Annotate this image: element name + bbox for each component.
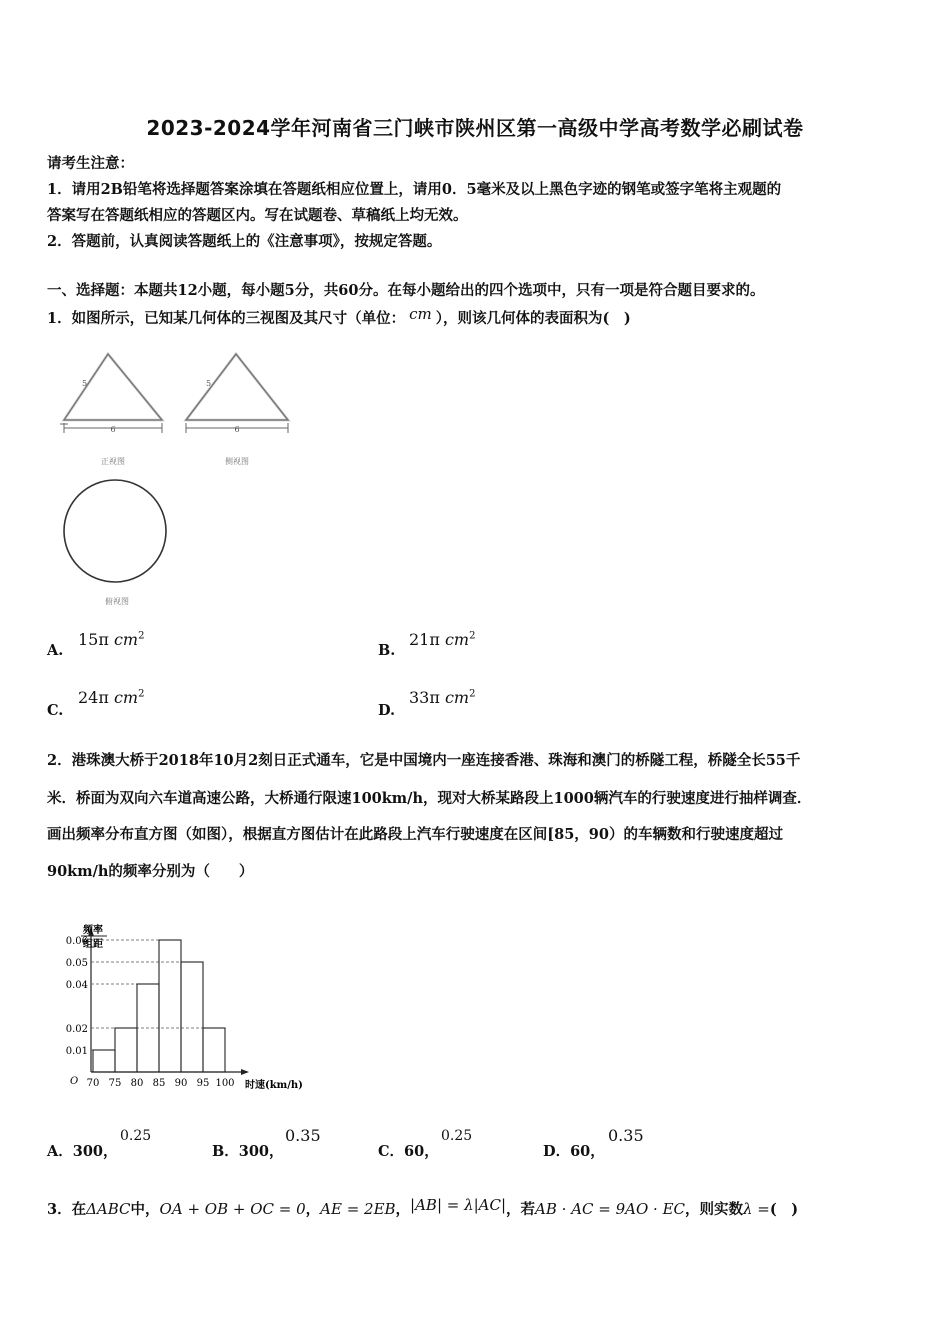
- side-base-label: 6: [234, 425, 240, 434]
- x-tick-label: 95: [196, 1078, 210, 1089]
- q2-option-d[interactable]: D．60，: [543, 1143, 605, 1160]
- front-view-triangle: [64, 354, 162, 420]
- histogram-bar: [115, 1028, 137, 1072]
- q1-option-d-unit: cm: [444, 688, 470, 707]
- q2-option-b-value: 0.35: [285, 1126, 321, 1145]
- q1-option-b-exp: 2: [469, 630, 476, 642]
- notice-item-1b: 答案写在答题纸相应的答题区内。写在试题卷、草稿纸上均无效。: [47, 207, 468, 224]
- q1-option-d-exp: 2: [469, 688, 476, 700]
- q3-comma1: ，: [305, 1201, 321, 1218]
- q1-unit: cm: [409, 305, 432, 323]
- section-heading: 一、选择题：本题共12小题，每小题5分，共60分。在每小题给出的四个选项中，只有一项是符合题目要求的。: [47, 282, 765, 299]
- y-label-top: 频率: [83, 925, 103, 936]
- q2-option-d-value: 0.35: [608, 1126, 644, 1145]
- page-title: 2023-2024学年河南省三门峡市陕州区第一高级中学高考数学必刷试卷: [146, 116, 804, 140]
- q3-cond4: AB · AC = 9AO · EC: [535, 1200, 686, 1218]
- front-view-figure: [58, 350, 170, 440]
- q2-option-b[interactable]: B．300，: [212, 1143, 284, 1160]
- q2-line-2: 米．桥面为双向六车道高速公路，大桥通行限速100km/h，现对大桥某路段上1000辆汽车的行驶速度进行抽样调查．: [47, 790, 812, 807]
- x-tick-label: 70: [86, 1078, 100, 1089]
- notice-item-2: 2．答题前，认真阅读答题纸上的《注意事项》，按规定答题。: [47, 233, 442, 250]
- q3-mid1: 中，: [130, 1201, 160, 1218]
- q1-option-a-unit: cm: [113, 630, 139, 649]
- q1-option-d-value: [409, 688, 475, 707]
- y-tick-label: 0.05: [65, 958, 88, 969]
- q3-paren: ( ): [769, 1201, 799, 1218]
- x-tick-label: 100: [215, 1078, 235, 1089]
- q2-option-a-value: 0.25: [120, 1128, 152, 1144]
- q3-cond2: AE = 2EB: [320, 1200, 396, 1218]
- top-view-caption: 俯视图: [105, 597, 129, 606]
- x-tick-label: 85: [152, 1078, 166, 1089]
- q3-mid2: ，若: [506, 1201, 536, 1218]
- q2-option-c-value: 0.25: [441, 1128, 473, 1144]
- q3-triangle: ΔABC: [86, 1200, 131, 1218]
- q3-prefix: 3．在: [47, 1201, 87, 1218]
- q1-option-b-letter: B.: [378, 642, 396, 659]
- histogram-bar: [93, 1050, 115, 1072]
- q1-stem-b: ），则该几何体的表面积为( ): [435, 310, 631, 327]
- q3-cond3: |AB| = λ|AC|: [410, 1196, 507, 1214]
- q1-option-b-coef: 21π: [409, 630, 440, 649]
- y-tick-label: 0.04: [65, 980, 88, 991]
- q1-option-c-unit: cm: [113, 688, 139, 707]
- q1-option-c[interactable]: [47, 702, 63, 719]
- x-tick-label: 90: [174, 1078, 188, 1089]
- side-view-caption: 侧视图: [225, 457, 249, 466]
- frequency-histogram: [45, 920, 315, 1095]
- histogram-bar: [203, 1028, 225, 1072]
- q1-option-d-letter: D.: [378, 702, 396, 719]
- x-axis-label: 时速(km/h): [245, 1080, 303, 1091]
- q2-line-1: 2．港珠澳大桥于2018年10月2刻日正式通车，它是中国境内一座连接香港、珠海和澳门的桥隧工程，桥隧全长55千: [47, 752, 801, 769]
- q1-option-a-value: [78, 630, 144, 649]
- y-label-bottom: 组距: [83, 939, 103, 950]
- front-base-label: 6: [110, 425, 116, 434]
- q1-option-b-value: [409, 630, 475, 649]
- q1-option-a-exp: 2: [138, 630, 145, 642]
- q2-line-3: 画出频率分布直方图（如图），根据直方图估计在此路段上汽车行驶速度在区间[85，90）的车辆数和行驶速度超过: [47, 826, 783, 843]
- y-tick-label: 0.06: [65, 936, 88, 947]
- q3-comma2: ，: [395, 1201, 411, 1218]
- front-view-caption: 正视图: [101, 457, 125, 466]
- q2-option-c[interactable]: C．60，: [378, 1143, 439, 1160]
- top-view-figure: [60, 475, 170, 590]
- q1-stem: [47, 307, 631, 328]
- side-view-figure: [180, 350, 294, 440]
- side-slant-label: 5: [206, 379, 212, 388]
- q1-option-c-value: [78, 688, 144, 707]
- q2-line-4: 90km/h的频率分别为（ ）: [47, 863, 254, 880]
- x-tick-label: 80: [130, 1078, 144, 1089]
- q1-option-c-coef: 24π: [78, 688, 109, 707]
- origin-label: O: [70, 1076, 79, 1087]
- q3-cond1: OA + OB + OC = 0: [159, 1200, 306, 1218]
- q3-suffix: ，则实数: [685, 1201, 744, 1218]
- q1-option-d[interactable]: [378, 702, 395, 719]
- q1-option-b[interactable]: [378, 642, 395, 659]
- q2-option-a[interactable]: A．300，: [47, 1143, 118, 1160]
- side-view-triangle: [186, 354, 288, 420]
- x-tick-label: 75: [108, 1078, 122, 1089]
- q1-option-a-letter: A.: [47, 642, 64, 659]
- histogram-bar: [181, 962, 203, 1072]
- q1-option-d-coef: 33π: [409, 688, 440, 707]
- q1-option-c-letter: C.: [47, 702, 64, 719]
- q3-stem: [47, 1198, 798, 1219]
- front-slant-label: 5: [82, 379, 88, 388]
- q1-stem-a: 1．如图所示，已知某几何体的三视图及其尺寸（单位：: [47, 310, 406, 327]
- y-tick-label: 0.02: [65, 1024, 88, 1035]
- q1-option-b-unit: cm: [444, 630, 470, 649]
- histogram-bar: [159, 940, 181, 1072]
- q3-lambda: λ =: [743, 1200, 770, 1218]
- q1-option-a-coef: 15π: [78, 630, 109, 649]
- x-axis-arrow: [241, 1069, 249, 1075]
- q1-option-c-exp: 2: [138, 688, 145, 700]
- notice-heading: 请考生注意：: [47, 155, 134, 172]
- q1-option-a[interactable]: [47, 642, 63, 659]
- notice-item-1a: 1．请用2B铅笔将选择题答案涂填在答题纸相应位置上，请用0．5毫米及以上黑色字迹的钢笔或签字笔将主观题的: [47, 181, 782, 198]
- y-tick-label: 0.01: [65, 1046, 88, 1057]
- top-view-circle: [64, 480, 166, 582]
